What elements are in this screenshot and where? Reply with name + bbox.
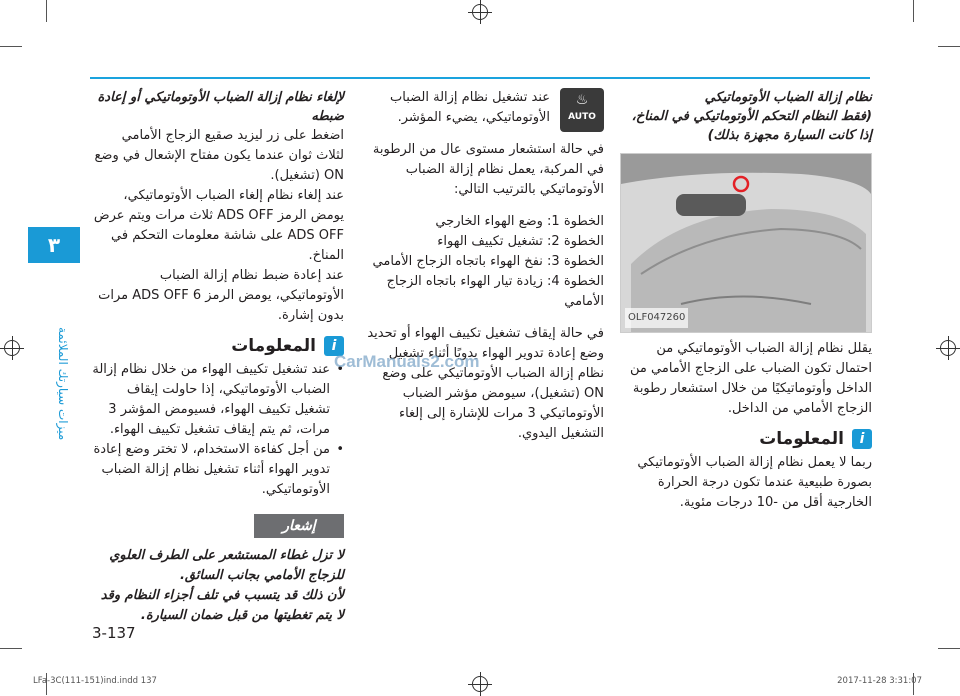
crop-mark bbox=[938, 46, 960, 47]
info-bullet: • من أجل كفاءة الاستخدام، لا تختر وضع إعادة تدوير الهواء أثناء تشغيل نظام إزالة الضباب الأوتوماتيكي. bbox=[92, 440, 344, 500]
right-column bbox=[620, 88, 872, 513]
watermark: CarManuals2.com bbox=[334, 352, 480, 371]
info-title: المعلومات bbox=[759, 429, 844, 449]
info-icon: i bbox=[852, 429, 872, 449]
section-subtitle: (فقط النظام التحكم الأوتوماتيكي في المناخ، إذا كانت السيارة مجهزة بذلك) bbox=[631, 109, 872, 143]
crop-mark bbox=[0, 46, 22, 47]
info-icon: i bbox=[324, 336, 344, 356]
body-paragraph: في حالة إيقاف تشغيل تكييف الهواء أو تحديد وضع إعادة تدوير الهواء يدويًا أثناء تشغيل نظام إزالة الضباب الأوتوماتيكي على وضع ON (تشغيل)، سيومض مؤشر الضباب الأوتوماتيكي 3 مرات للإشارة إلى إلغاء التشغيل اليدوي. bbox=[367, 326, 604, 441]
mirror-photo bbox=[620, 153, 872, 333]
registration-mark-icon bbox=[472, 676, 488, 692]
section-title: نظام إزالة الضباب الأوتوماتيكي bbox=[704, 90, 872, 105]
auto-defog-button-icon bbox=[560, 88, 604, 132]
body-paragraph: عند تشغيل نظام إزالة الضباب الأوتوماتيكي، يضيء المؤشر. bbox=[390, 90, 550, 125]
auto-label: AUTO bbox=[568, 112, 596, 122]
crop-mark bbox=[0, 648, 22, 649]
body-paragraph: في حالة استشعار مستوى عال من الرطوبة في المركبة، يعمل نظام إزالة الضباب الأوتوماتيكي بالترتيب التالي: bbox=[372, 142, 604, 197]
page-number: 3-137 bbox=[92, 624, 136, 642]
chapter-tab: ٣ bbox=[28, 227, 80, 263]
step-item: الخطوة 3: نفخ الهواء باتجاه الزجاج الأمامي bbox=[372, 254, 604, 269]
footer-file: LFa-3C(111-151)ind.indd 137 bbox=[33, 676, 157, 686]
body-paragraph: عند إعادة ضبط نظام إزالة الضباب الأوتوماتيكي، يومض الرمز ADS OFF 6 مرات بدون إشارة. bbox=[98, 268, 344, 323]
registration-mark-icon bbox=[4, 340, 20, 356]
warning-paragraph: لا تزل غطاء المستشعر على الطرف العلوي للزجاج الأمامي بجانب السائق. bbox=[109, 548, 344, 583]
middle-column bbox=[362, 88, 604, 444]
info-title: المعلومات bbox=[231, 336, 316, 356]
registration-mark-icon bbox=[472, 4, 488, 20]
chapter-title: ميزات سيارتك الملائمة bbox=[56, 326, 70, 440]
registration-mark-icon bbox=[940, 340, 956, 356]
defrost-icon: ♨ bbox=[575, 92, 589, 108]
section-title: لإلغاء نظام إزالة الضباب الأوتوماتيكي أو إعادة ضبطه bbox=[97, 90, 344, 124]
info-paragraph: ربما لا يعمل نظام إزالة الضباب الأوتوماتيكي بصورة طبيعية عندما تكون درجة الحرارة الخارجية أقل من -10 درجات مئوية. bbox=[637, 455, 872, 510]
footer-date: 2017-11-28 3:31:07 bbox=[837, 676, 922, 686]
figure-code: OLF047260 bbox=[625, 308, 688, 328]
left-column bbox=[92, 88, 344, 626]
body-paragraph: عند إلغاء نظام إلغاء الضباب الأوتوماتيكي، يومض الرمز ADS OFF ثلاث مرات ويتم عرض ADS OFF على شاشة معلومات التحكم في المناخ. bbox=[93, 188, 344, 263]
car-windshield-illustration bbox=[621, 154, 871, 332]
header-rule bbox=[90, 77, 870, 79]
info-bullet: • عند تشغيل تكييف الهواء من خلال نظام إزالة الضباب الأوتوماتيكي، إذا حاولت إيقاف تشغيل تكييف الهواء، فسيومض المؤشر 3 مرات، ثم يتم إيقاف تشغيل تكييف الهواء. bbox=[92, 360, 344, 440]
step-item: الخطوة 4: زيادة تيار الهواء باتجاه الزجاج الأمامي bbox=[386, 274, 604, 309]
info-heading bbox=[620, 429, 872, 449]
step-item: الخطوة 2: تشغيل تكييف الهواء bbox=[437, 234, 604, 249]
crop-mark bbox=[938, 648, 960, 649]
body-paragraph: يقلل نظام إزالة الضباب الأوتوماتيكي من احتمال تكون الضباب على الزجاج الأمامي من الداخل وأوتوماتيكيًا من خلال استشعار رطوبة الزجاج الأمامي من الداخل. bbox=[630, 341, 872, 416]
step-item: الخطوة 1: وضع الهواء الخارجي bbox=[435, 214, 604, 229]
warning-paragraph: لأن ذلك قد يتسبب في تلف أجزاء النظام وقد لا يتم تغطيتها من قبل ضمان السيارة. bbox=[100, 588, 344, 623]
warning-heading: إشعار bbox=[254, 514, 344, 538]
crop-mark bbox=[913, 0, 914, 22]
info-heading bbox=[92, 336, 344, 356]
crop-mark bbox=[46, 0, 47, 22]
body-paragraph: اضغط على زر ليزيد صقيع الزجاج الأمامي لثلاث ثوان عندما يكون مفتاح الإشعال في وضع ON (تشغيل). bbox=[94, 128, 344, 183]
